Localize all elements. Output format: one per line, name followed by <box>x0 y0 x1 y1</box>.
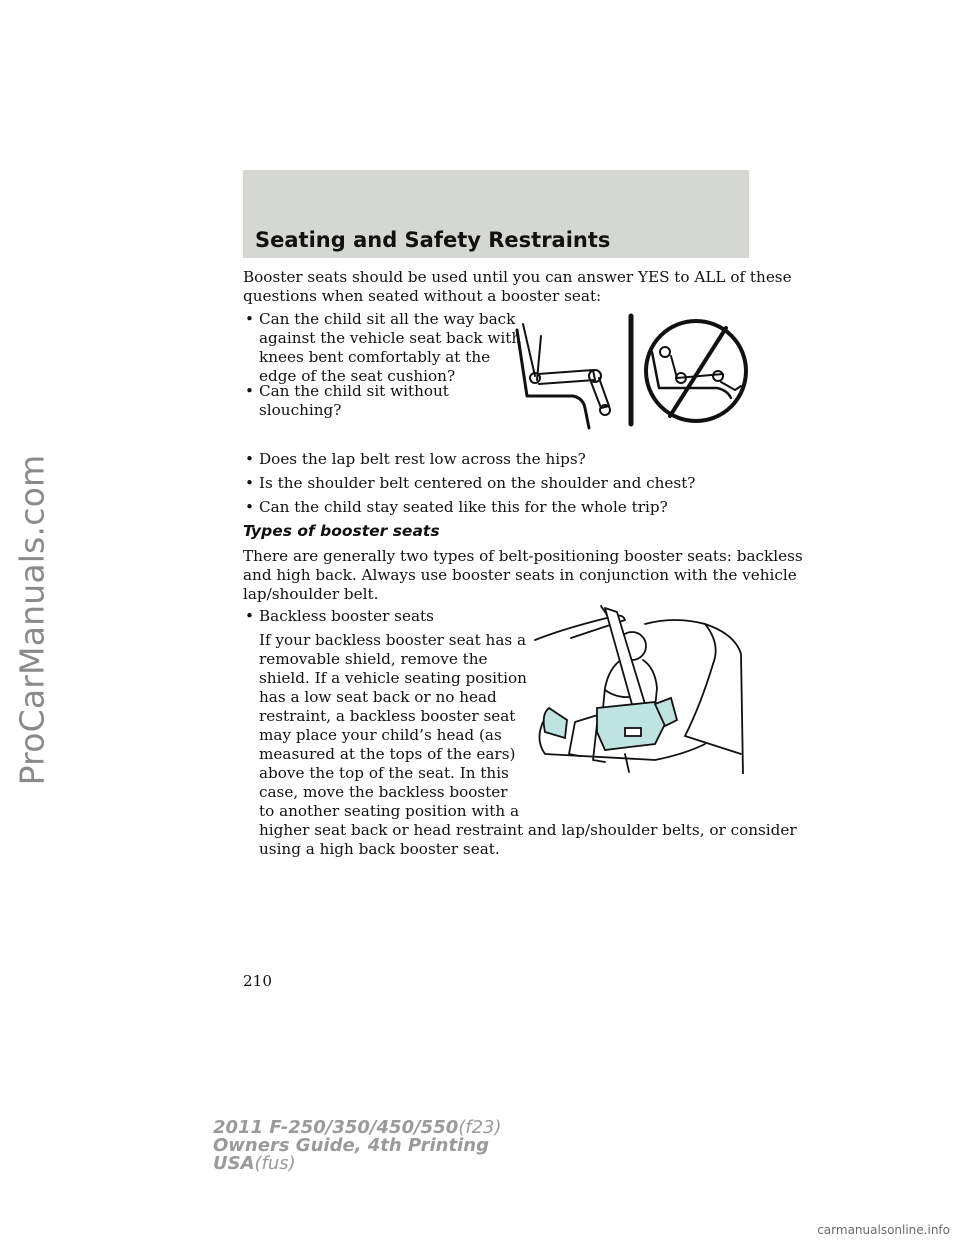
checklist-item-1-line-3: knees bent comfortably at the <box>259 348 491 366</box>
checklist-item-2-line-2: slouching? <box>259 401 342 419</box>
checklist-item-1-line-1: Can the child sit all the way back <box>259 310 516 328</box>
bullet-icon: • <box>245 382 254 400</box>
footer-guide: Owners Guide, 4th Printing <box>213 1135 489 1156</box>
section-header <box>243 170 749 258</box>
footer-model: 2011 F-250/350/450/550 <box>213 1117 459 1138</box>
types-line-3: lap/shoulder belt. <box>243 585 379 603</box>
bullet-icon: • <box>245 310 254 328</box>
intro-line-2: questions when seated without a booster seat: <box>243 287 602 305</box>
backless-line-6: may place your child’s head (as <box>259 726 502 744</box>
backless-line-3: shield. If a vehicle seating position <box>259 669 527 687</box>
site-credit: carmanualsonline.info <box>817 1223 950 1237</box>
types-line-1: There are generally two types of belt-positioning booster seats: backless <box>243 547 803 565</box>
backless-line-11: higher seat back or head restraint and lap/shoulder belts, or consider <box>259 821 797 839</box>
footer-model-code: (f23) <box>458 1117 502 1138</box>
checklist-item-2-line-1: Can the child sit without <box>259 382 449 400</box>
backless-booster-illustration <box>505 604 748 774</box>
section-title: Seating and Safety Restraints <box>255 228 611 252</box>
intro-line-1: Booster seats should be used until you can answer YES to ALL of these <box>243 268 792 286</box>
watermark-text: ProCarManuals.com <box>12 454 52 786</box>
checklist-item-3: Does the lap belt rest low across the hips? <box>259 450 586 468</box>
bullet-icon: • <box>245 607 254 625</box>
backless-line-9: case, move the backless booster <box>259 783 508 801</box>
backless-line-1: If your backless booster seat has a <box>259 631 527 649</box>
bullet-icon: • <box>245 474 254 492</box>
checklist-item-5: Can the child stay seated like this for the whole trip? <box>259 498 668 516</box>
bullet-icon: • <box>245 498 254 516</box>
backless-line-12: using a high back booster seat. <box>259 840 500 858</box>
backless-item: Backless booster seats <box>259 607 434 625</box>
types-line-2: and high back. Always use booster seats in conjunction with the vehicle <box>243 566 797 584</box>
backless-line-4: has a low seat back or no head <box>259 688 497 706</box>
footer-region: USA <box>213 1153 255 1174</box>
backless-line-8: above the top of the seat. In this <box>259 764 509 782</box>
seating-posture-illustration <box>505 310 760 430</box>
checklist-item-1-line-4: edge of the seat cushion? <box>259 367 456 385</box>
backless-line-2: removable shield, remove the <box>259 650 488 668</box>
footer <box>213 1119 502 1173</box>
subheading: Types of booster seats <box>243 522 440 540</box>
backless-line-10: to another seating position with a <box>259 802 519 820</box>
footer-region-code: (fus) <box>254 1153 296 1174</box>
watermark <box>10 0 54 1242</box>
bullet-icon: • <box>245 450 254 468</box>
checklist-item-4: Is the shoulder belt centered on the shoulder and chest? <box>259 474 696 492</box>
page-number: 210 <box>243 972 272 990</box>
backless-line-5: restraint, a backless booster seat <box>259 707 516 725</box>
checklist-item-1-line-2: against the vehicle seat back with <box>259 329 522 347</box>
backless-line-7: measured at the tops of the ears) <box>259 745 516 763</box>
